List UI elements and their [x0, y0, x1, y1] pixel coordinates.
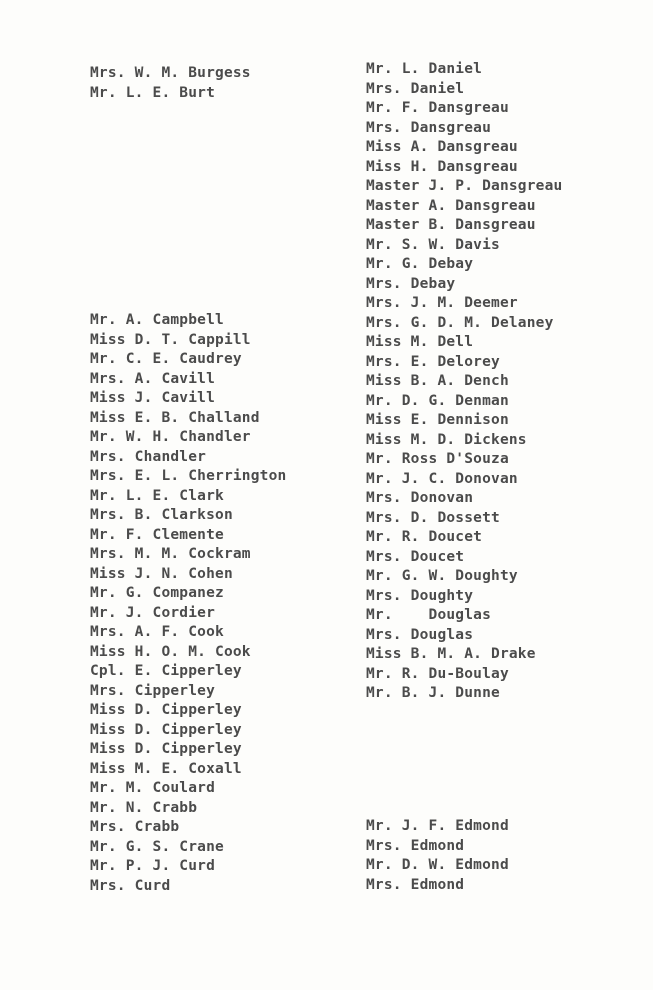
name-entry: Mr. B. J. Dunne [366, 685, 500, 701]
name-entry: Miss E. Dennison [366, 412, 509, 428]
name-entry: Mr. W. H. Chandler [90, 429, 251, 445]
name-entry: Mrs. M. M. Cockram [90, 546, 251, 562]
name-entry: Miss D. T. Cappill [90, 331, 251, 348]
name-entry: Miss J. N. Cohen [90, 565, 233, 582]
name-entry: Master J. P. Dansgreau [366, 178, 563, 194]
name-entry: Mrs. Crabb [90, 819, 180, 835]
name-entry: Mr. G. W. Doughty [366, 568, 518, 584]
name-entry: Miss D. Cipperley [90, 741, 242, 757]
name-entry: Miss E. B. Challand [90, 409, 260, 426]
name-entry: Mr. Douglas [366, 607, 492, 623]
name-entry: Miss H. Dansgreau [366, 158, 518, 175]
name-entry: Mrs. J. M. Deemer [366, 295, 518, 311]
name-entry: Mrs. E. Delorey [366, 353, 500, 370]
name-entry: Miss M. D. Dickens [366, 431, 527, 448]
name-entry: Mrs. Douglas [366, 626, 474, 643]
name-entry: Mrs. W. M. Burgess [90, 65, 251, 81]
name-entry: Mrs. Debay [366, 275, 456, 292]
name-entry: Mrs. Doucet [366, 548, 465, 565]
name-entry: Miss J. Cavill [90, 390, 216, 406]
name-entry: Mr. L. E. Clark [90, 487, 224, 504]
name-entry: Miss A. Dansgreau [366, 139, 518, 155]
name-entry: Mr. F. Dansgreau [366, 100, 509, 116]
name-entry: Miss H. O. M. Cook [90, 643, 251, 660]
name-block-d [366, 60, 646, 704]
name-entry: Mrs. Cipperley [90, 682, 216, 699]
name-entry: Miss B. A. Dench [366, 373, 509, 389]
name-entry: Mrs. Curd [90, 877, 171, 894]
name-entry: Mr. F. Clemente [90, 526, 224, 543]
name-entry: Mr. J. Cordier [90, 604, 216, 621]
name-entry: Mrs. B. Clarkson [90, 507, 233, 523]
name-entry: Mr. R. Doucet [366, 529, 483, 545]
name-entry: Mr. J. C. Donovan [366, 470, 518, 487]
name-entry: Miss M. Dell [366, 334, 474, 350]
name-entry: Mr. C. E. Caudrey [90, 351, 242, 367]
name-entry: Mr. D. G. Denman [366, 392, 509, 409]
name-entry: Mr. L. Daniel [366, 61, 483, 77]
name-entry: Mr. L. E. Burt [90, 84, 216, 101]
name-entry: Mrs. D. Dossett [366, 509, 500, 526]
name-entry: Mr. P. J. Curd [90, 858, 216, 874]
name-entry: Miss B. M. A. Drake [366, 646, 536, 662]
name-entry: Mr. G. Debay [366, 256, 474, 272]
name-entry: Mrs. Donovan [366, 490, 474, 506]
name-block-c [90, 311, 370, 896]
name-entry: Mrs. Doughty [366, 587, 474, 604]
name-entry: Mr. S. W. Davis [366, 236, 500, 253]
name-entry: Mr. N. Crabb [90, 799, 198, 816]
name-entry: Mr. R. Du-Boulay [366, 665, 509, 682]
name-entry: Mrs. Daniel [366, 80, 465, 97]
name-entry: Mrs. A. Cavill [90, 370, 216, 387]
name-entry: Miss D. Cipperley [90, 702, 242, 718]
name-entry: Master A. Dansgreau [366, 197, 536, 214]
name-entry: Mrs. Edmond [366, 876, 465, 893]
name-entry: Mr. Ross D'Souza [366, 451, 509, 467]
name-entry: Mr. D. W. Edmond [366, 857, 509, 873]
name-entry: Mr. J. F. Edmond [366, 818, 509, 834]
name-entry: Mrs. A. F. Cook [90, 624, 224, 640]
name-block-e [366, 817, 646, 895]
name-entry: Miss M. E. Coxall [90, 760, 242, 777]
name-block-b [90, 64, 370, 103]
name-entry: Mr. A. Campbell [90, 312, 224, 328]
name-entry: Mrs. Dansgreau [366, 119, 492, 136]
name-entry: Cpl. E. Cipperley [90, 663, 242, 679]
name-entry: Mr. G. S. Crane [90, 838, 224, 855]
name-entry: Mrs. Chandler [90, 448, 207, 465]
name-entry: Mr. M. Coulard [90, 780, 216, 796]
name-entry: Mr. G. Companez [90, 585, 224, 601]
name-entry: Mrs. Edmond [366, 837, 465, 854]
name-entry: Mrs. G. D. M. Delaney [366, 314, 554, 331]
name-entry: Mrs. E. L. Cherrington [90, 468, 287, 484]
name-entry: Miss D. Cipperley [90, 721, 242, 738]
name-entry: Master B. Dansgreau [366, 217, 536, 233]
